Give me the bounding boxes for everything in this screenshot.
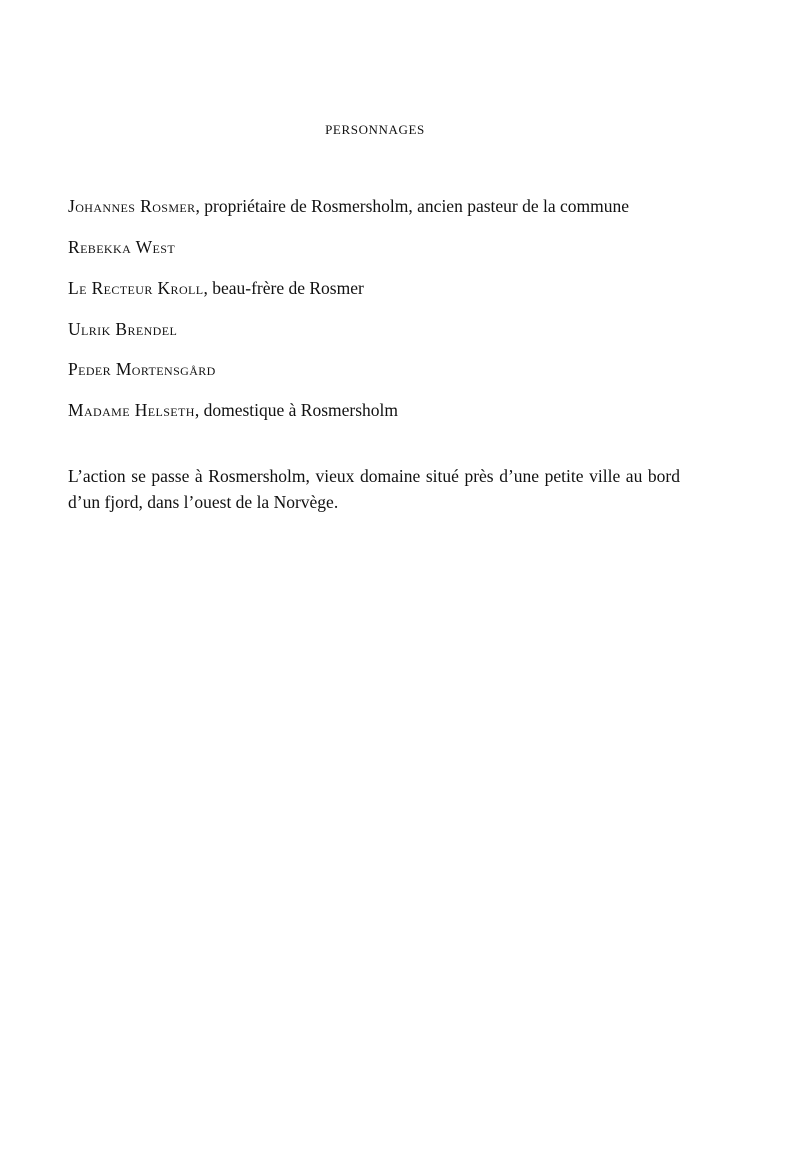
character-name: Rebekka West <box>68 236 176 257</box>
character-description: , beau-frère de Rosmer <box>203 277 364 298</box>
setting-note: L’action se passe à Rosmersholm, vieux domaine situé près d’une petite ville au bord d’un fjord, dans l’ouest de la Norvège. <box>68 466 680 513</box>
character-description: , propriétaire de Rosmersholm, ancien pasteur de la commune <box>195 196 630 216</box>
character-name: Peder Mortensgård <box>68 359 216 380</box>
character-description: , domestique à Rosmersholm <box>194 400 399 421</box>
character-name: Johannes Rosmer <box>68 196 196 216</box>
list-item <box>68 398 682 423</box>
character-name: Le Recteur Kroll <box>68 277 204 298</box>
page-title: personnages <box>325 118 425 139</box>
character-name: Ulrik Brendel <box>68 318 178 339</box>
list-item <box>68 194 682 219</box>
list-item <box>68 276 682 301</box>
character-list <box>68 194 682 423</box>
list-item <box>68 357 682 382</box>
page-content <box>68 0 682 533</box>
character-name: Madame Helseth <box>68 400 195 421</box>
list-item <box>68 317 682 342</box>
list-item <box>68 235 682 260</box>
